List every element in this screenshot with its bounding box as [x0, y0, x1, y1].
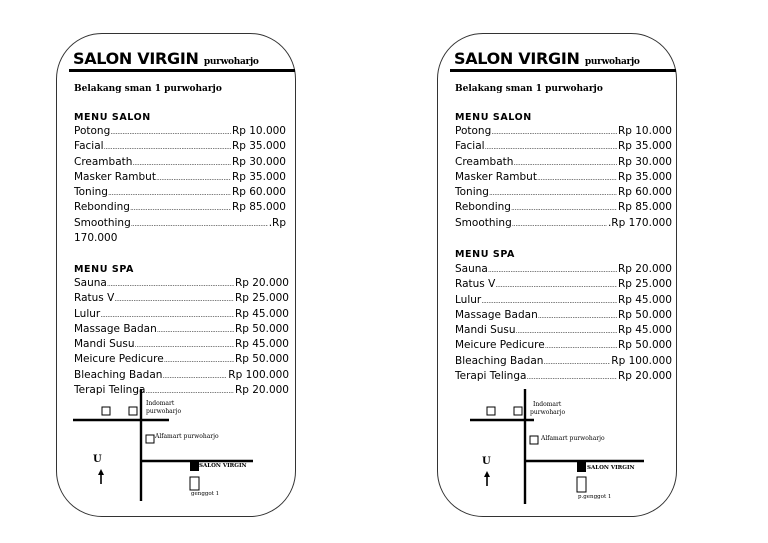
map-building-square — [102, 407, 110, 415]
map-building-square — [129, 407, 137, 415]
salon-title: SALON VIRGIN purwoharjo — [73, 49, 259, 68]
menu-salon-heading: MENU SALON — [74, 112, 151, 123]
menu-item: Massage Badan ..... Rp 50.000 — [455, 308, 672, 323]
map-landmark-building — [577, 477, 586, 492]
flyer-card-right — [437, 33, 677, 517]
north-arrow-icon — [484, 471, 490, 486]
menu-item: Smoothing ..... .Rp 170.000 — [455, 216, 672, 231]
menu-item: Mandi Susu ..... Rp 45.000 — [74, 337, 289, 352]
map-salon-marker — [190, 461, 199, 471]
map-landmark-building — [190, 477, 199, 490]
menu-item: Bleaching Badan ..... Rp 100.000 — [455, 354, 672, 369]
map-north-label: U — [93, 454, 102, 465]
menu-item: Potong ..... Rp 10.000 — [455, 124, 672, 139]
menu-salon-list — [455, 124, 672, 231]
salon-address: Belakang sman 1 purwoharjo — [455, 84, 603, 94]
menu-item: Rebonding ..... Rp 85.000 — [455, 200, 672, 215]
map-label-salon: SALON VIRGIN — [587, 465, 635, 471]
menu-item: Lulur ..... Rp 45.000 — [455, 293, 672, 308]
map-salon-marker — [577, 462, 586, 472]
menu-item: Meicure Pedicure ..... Rp 50.000 — [455, 338, 672, 353]
menu-item: Masker Rambut ..... Rp 35.000 — [455, 170, 672, 185]
flyer-card-left — [56, 33, 296, 517]
map-label-landmark: genggot 1 — [191, 491, 220, 497]
menu-salon-list — [74, 124, 286, 246]
menu-spa-heading: MENU SPA — [455, 249, 516, 260]
north-arrow-icon — [98, 469, 104, 484]
map-label-indomart: Indomart — [533, 401, 562, 408]
menu-item: Rebonding ..... Rp 85.000 — [74, 200, 286, 215]
map-alfamart-building — [530, 436, 538, 444]
menu-item: Terapi Telinga ..... Rp 20.000 — [74, 383, 289, 398]
menu-item: Smoothing ..... .Rp — [74, 216, 286, 231]
menu-item: Creambath ..... Rp 30.000 — [74, 155, 286, 170]
menu-item: Massage Badan ..... Rp 50.000 — [74, 322, 289, 337]
menu-item: Ratus V ..... Rp 25.000 — [74, 291, 289, 306]
map-label-indomart-area: purwoharjo — [530, 409, 566, 416]
title-underline — [450, 69, 676, 72]
menu-spa-list — [455, 262, 672, 384]
menu-item: Meicure Pedicure ..... Rp 50.000 — [74, 352, 289, 367]
menu-item: Creambath ..... Rp 30.000 — [455, 155, 672, 170]
title-underline — [69, 69, 295, 72]
menu-item: Sauna ..... Rp 20.000 — [74, 276, 289, 291]
menu-item: Facial ..... Rp 35.000 — [455, 139, 672, 154]
menu-item: Mandi Susu ..... Rp 45.000 — [455, 323, 672, 338]
map-north-label: U — [482, 456, 491, 467]
menu-item: Sauna ..... Rp 20.000 — [455, 262, 672, 277]
menu-item: Toning ..... Rp 60.000 — [74, 185, 286, 200]
menu-item: Lulur ..... Rp 45.000 — [74, 307, 289, 322]
menu-item: Bleaching Badan ..... Rp 100.000 — [74, 368, 289, 383]
menu-item-wrap: 170.000 — [74, 232, 118, 245]
menu-item: Facial ..... Rp 35.000 — [74, 139, 286, 154]
menu-item: Potong ..... Rp 10.000 — [74, 124, 286, 139]
menu-spa-heading: MENU SPA — [74, 264, 135, 275]
menu-spa-list — [74, 276, 289, 398]
map-label-alfamart: Alfamart purwoharjo — [541, 435, 605, 442]
menu-item: Masker Rambut ..... Rp 35.000 — [74, 170, 286, 185]
map-building-square — [487, 407, 495, 415]
map-label-landmark: p.genggot 1 — [578, 494, 612, 500]
map-label-indomart-area: purwoharjo — [146, 408, 182, 415]
map-label-salon: SALON VIRGIN — [199, 463, 247, 469]
map-building-square — [514, 407, 522, 415]
map-label-indomart: Indomart — [146, 400, 175, 407]
map-alfamart-building — [146, 435, 154, 443]
menu-item: Ratus V ..... Rp 25.000 — [455, 277, 672, 292]
menu-item: Terapi Telinga ..... Rp 20.000 — [455, 369, 672, 384]
salon-address: Belakang sman 1 purwoharjo — [74, 84, 222, 94]
menu-item: Toning ..... Rp 60.000 — [455, 185, 672, 200]
salon-title: SALON VIRGIN purwoharjo — [454, 49, 640, 68]
map-label-alfamart: Alfamart purwoharjo — [155, 433, 219, 440]
menu-salon-heading: MENU SALON — [455, 112, 532, 123]
